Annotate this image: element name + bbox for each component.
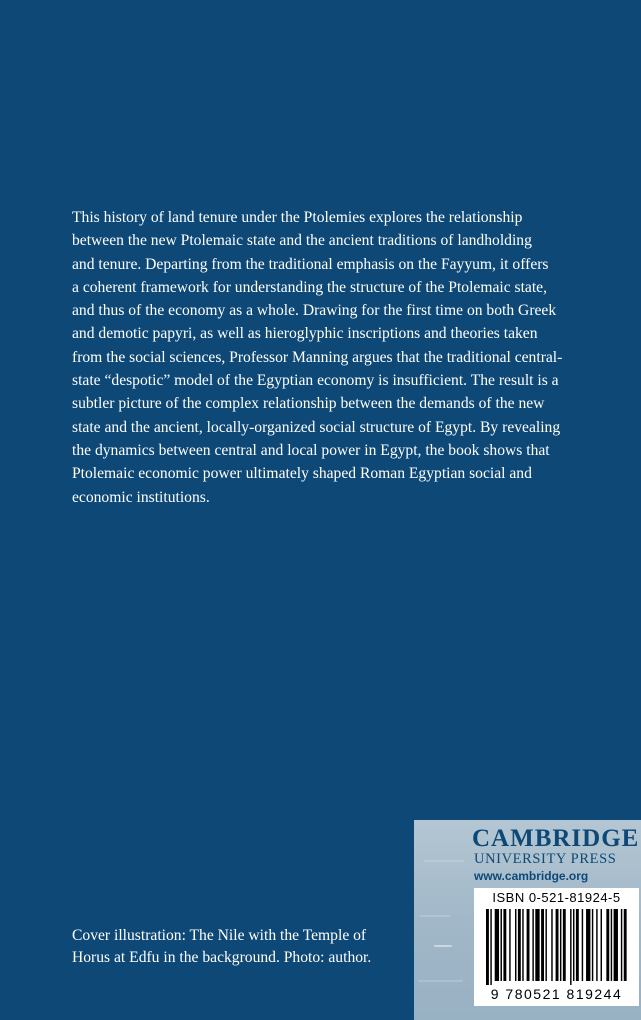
cover-credit: [72, 925, 371, 969]
water-streak: [434, 945, 452, 947]
barcode-bar: [582, 909, 583, 981]
barcode-bar: [586, 909, 590, 981]
barcode-bar: [601, 909, 602, 981]
blurb-line: economic institutions.: [72, 488, 210, 506]
barcode-bar: [563, 909, 566, 981]
blurb-line: a coherent framework for understanding the structure of the Ptolemaic state,: [72, 278, 548, 296]
barcode-bar: [621, 909, 622, 981]
barcode-bar: [596, 909, 597, 981]
barcode-bar: [535, 909, 539, 981]
blurb-line: and demotic papyri, as well as hieroglyphic inscriptions and theories taken: [72, 325, 538, 343]
barcode-bar: [606, 909, 609, 981]
cover-credit-line: Cover illustration: The Nile with the Temple of: [72, 927, 367, 944]
publisher-subtitle: UNIVERSITY PRESS: [474, 851, 617, 867]
barcode-bar: [576, 909, 579, 981]
barcode-bar: [486, 909, 489, 985]
publisher-name: CAMBRIDGE: [472, 825, 640, 852]
blurb-line: This history of land tenure under the Ptolemies explores the relationship: [72, 209, 523, 226]
barcode-bar: [614, 909, 618, 981]
barcode-bar: [501, 909, 502, 981]
barcode-bar: [570, 909, 571, 985]
blurb-line: between the new Ptolemaic state and the ancient traditions of landholding: [72, 232, 532, 250]
blurb-line: Ptolemaic economic power ultimately shaped Roman Egyptian social and: [72, 465, 532, 483]
barcode-bar: [592, 909, 593, 981]
blurb-line: from the social sciences, Professor Manning argues that the traditional central-: [72, 348, 563, 366]
barcode-bar: [515, 909, 516, 981]
blurb-line: subtler picture of the complex relationship between the demands of the new: [72, 395, 545, 413]
barcode-bar: [545, 909, 546, 981]
blurb-line: and tenure. Departing from the traditional emphasis on the Fayyum, it offers: [72, 255, 549, 273]
barcode-digits: 9 780521 819244: [490, 986, 623, 1002]
water-streak: [418, 980, 463, 982]
isbn-label: ISBN 0-521-81924-5: [492, 890, 621, 905]
blurb-line: and thus of the economy as a whole. Drawing for the first time on both Greek: [72, 302, 557, 320]
barcode-box: [474, 888, 639, 1006]
blurb-line: state “despotic” model of the Egyptian economy is insufficient. The result is a: [72, 372, 559, 390]
blurb-line: state and the ancient, locally-organized social structure of Egypt. By revealing: [72, 418, 561, 436]
barcode-bar: [522, 909, 523, 981]
publisher-panel: [414, 820, 641, 1020]
cover-credit-line: Horus at Edfu in the background. Photo: author.: [72, 949, 372, 966]
barcode-bar: [490, 909, 491, 985]
barcode-bar: [509, 909, 510, 981]
barcode-bar: [611, 909, 612, 981]
barcode-bar: [573, 909, 574, 981]
blurb-text: [72, 206, 572, 509]
barcode-bar: [541, 909, 544, 981]
water-streak: [420, 915, 450, 917]
water-streak: [424, 860, 464, 862]
barcode-bar: [503, 909, 506, 981]
blurb-line: the dynamics between central and local power in Egypt, the book shows that: [72, 441, 550, 459]
barcode-bar: [560, 909, 561, 981]
barcode-bar: [532, 909, 533, 981]
barcode-icon: [484, 909, 629, 985]
barcode-bar: [527, 909, 530, 981]
barcode-bar: [518, 909, 521, 981]
barcode-bar: [624, 909, 627, 981]
barcode-bar: [556, 909, 559, 981]
publisher-url: www.cambridge.org: [474, 869, 589, 883]
barcode-bar: [551, 909, 552, 981]
barcode-bar: [495, 909, 499, 981]
